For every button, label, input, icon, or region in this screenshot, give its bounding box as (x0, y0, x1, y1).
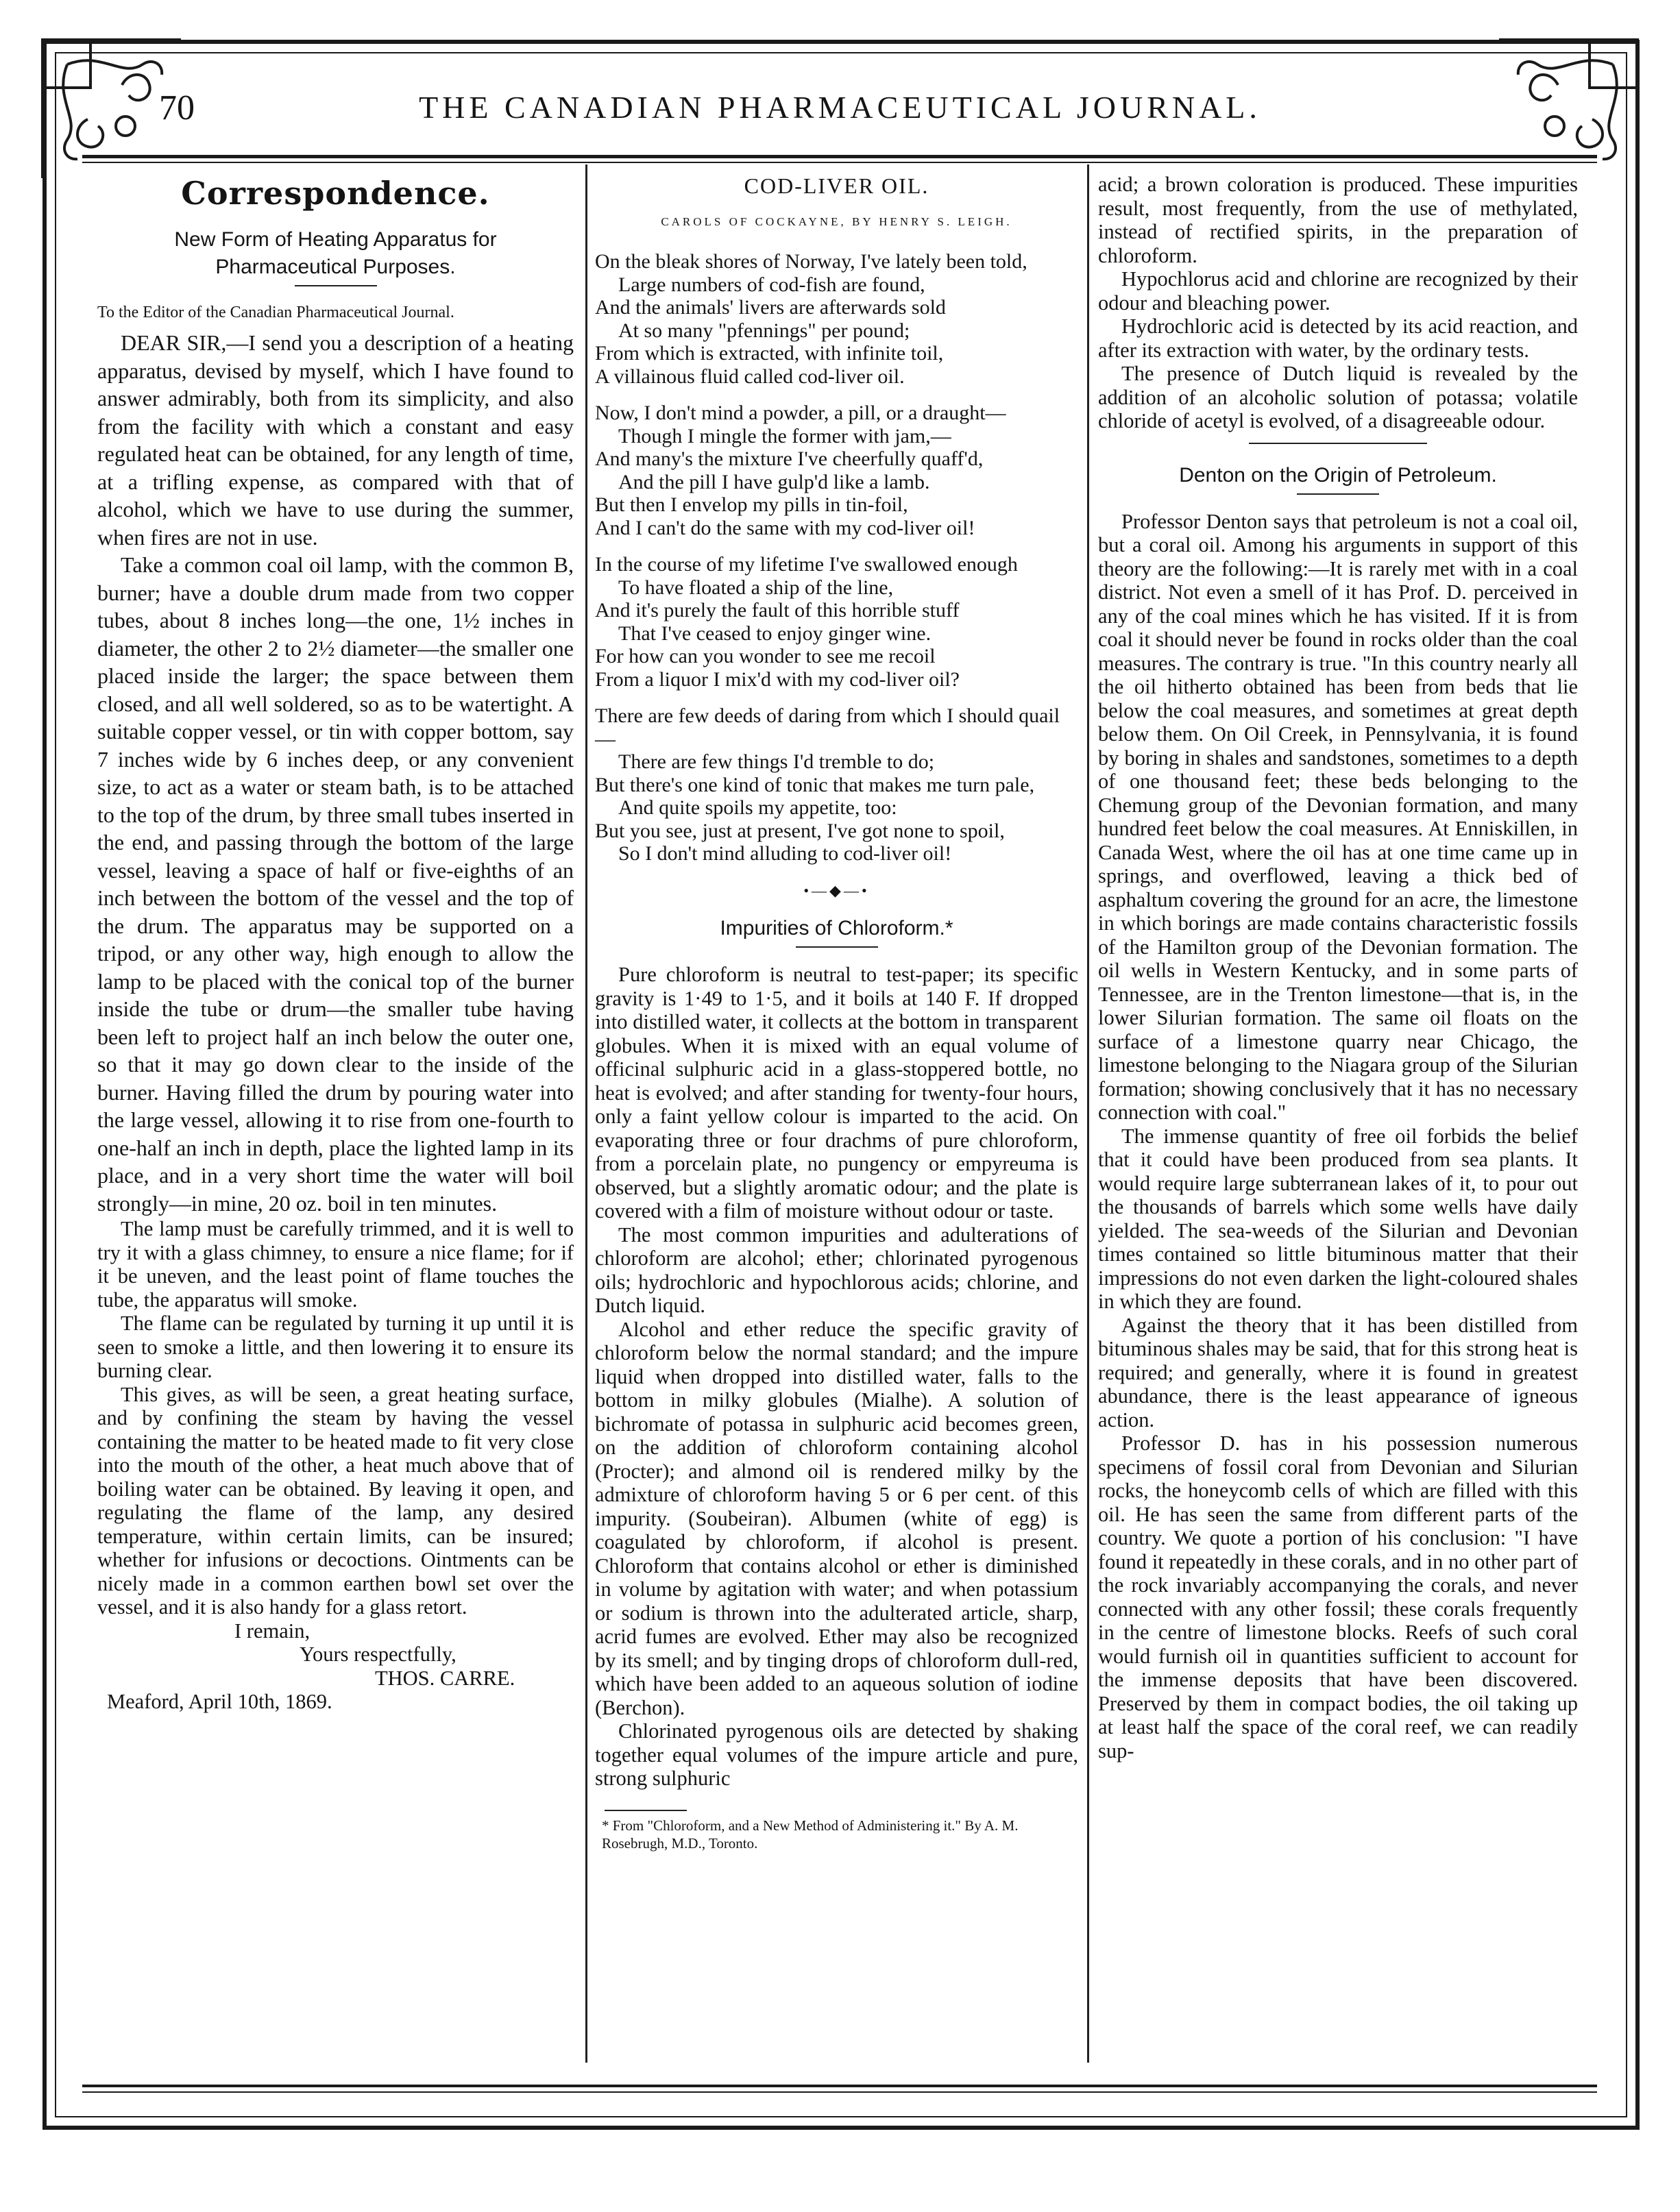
paragraph: Against the theory that it has been distilled from bituminous shales may be said, that for this strong heat is required; and generally, where it is found in greatest abundance, there is the least appearance of igneous action. (1098, 1313, 1578, 1431)
section-ornament: •—◆—• (803, 881, 870, 899)
poem-line: Large numbers of cod-fish are found, (618, 273, 925, 296)
poem-line: From which is extracted, with infinite toil, (595, 342, 944, 365)
header-rule (82, 155, 1597, 158)
poem-line: But you see, just at present, I've got none to spoil, (595, 819, 1005, 842)
poem-line: In the course of my lifetime I've swallowed enough (595, 553, 1018, 576)
poem-stanza (595, 402, 1078, 539)
poem-line: From a liquor I mix'd with my cod-liver oil? (595, 667, 960, 691)
paragraph: Pure chloroform is neutral to test-paper; its specific gravity is 1·49 to 1·5, and it boils at 140 F. If dropped into distilled water, it collects at the bottom in transparent globules. When it is mixed with an equal volume of officinal sulphuric acid in a glass-stoppered bottle, no heat is evolved; and after standing for twenty-four hours, only a faint yellow colour is imparted to the acid. On evaporating three or four drachms of pure chloroform, from a porcelain plate, no pungency or empyreuma is observed, but a slightly aromatic odour; and the plate is covered with a film of moisture without odour or taste. (595, 963, 1078, 1222)
paragraph: The lamp must be carefully trimmed, and it is well to try it with a glass chimney, to ensure a nice flame; for if it be uneven, and the least point of flame touches the tube, the apparatus will smoke. (97, 1217, 574, 1312)
section-separator (1249, 443, 1427, 444)
page-number: 70 (159, 88, 195, 127)
column-3 (1098, 173, 1578, 1762)
poem-stanza (595, 553, 1078, 691)
poem-line: To have floated a ship of the line, (618, 576, 894, 599)
poem-line: At so many "pfennings" per pound; (618, 319, 910, 342)
paragraph: Hydrochloric acid is detected by its acid reaction, and after its extraction with water, by the ordinary tests. (1098, 315, 1578, 362)
poem-line: But there's one kind of tonic that makes me turn pale, (595, 773, 1035, 796)
poem-line: For how can you wonder to see me recoil (595, 645, 936, 667)
poem-line: And I can't do the same with my cod-liver oil! (595, 516, 975, 539)
poem-line: And quite spoils my appetite, too: (618, 796, 897, 819)
footnote-rule (605, 1810, 687, 1811)
column-2 (595, 173, 1078, 1852)
title-rule (1297, 493, 1379, 495)
poem-byline: CAROLS OF COCKAYNE, BY HENRY S. LEIGH. (661, 214, 1012, 228)
title-rule (295, 285, 377, 286)
article-title-petroleum: Denton on the Origin of Petroleum. (1179, 463, 1497, 487)
column-rule-2 (1087, 164, 1089, 2063)
header-rule-thin (82, 162, 1597, 163)
column-1 (97, 173, 574, 1714)
paragraph: Chlorinated pyrogenous oils are detected by shaking together equal volumes of the impure article and pure, strong sulphuric (595, 1719, 1078, 1790)
footer-rule-thin (82, 2091, 1597, 2093)
paragraph: acid; a brown coloration is produced. These impurities result, most frequently, from the use of methylated, instead of rectified spirits, in the preparation of chloroform. (1098, 173, 1578, 267)
article-title-chloroform: Impurities of Chloroform.* (720, 917, 953, 939)
poem-line: And it's purely the fault of this horrible stuff (595, 599, 960, 622)
poem-line: And the pill I have gulp'd like a lamb. (618, 470, 930, 493)
signature-yours: Yours respectfully, (300, 1643, 456, 1666)
poem-title: COD-LIVER OIL. (744, 173, 929, 198)
article-title-heating-apparatus: New Form of Heating Apparatus for Pharmaceutical Purposes. (174, 228, 497, 278)
poem-stanza (595, 704, 1078, 865)
page-header (0, 82, 1680, 144)
signature-remain: I remain, (234, 1619, 311, 1643)
poem-line: And many's the mixture I've cheerfully quaff'd, (595, 447, 984, 470)
paragraph: The presence of Dutch liquid is revealed by the addition of an alcoholic solution of potassa; volatile chloride of acetyl is evolved, of a disagreeable odour. (1098, 362, 1578, 432)
poem-stanza (595, 250, 1078, 388)
poem-line: There are few things I'd tremble to do; (618, 750, 935, 773)
paragraph: Hypochlorus acid and chlorine are recognized by their odour and bleaching power. (1098, 267, 1578, 315)
signature-place-date: Meaford, April 10th, 1869. (107, 1690, 332, 1713)
column-rule-1 (585, 164, 587, 2063)
poem-line: There are few deeds of daring from which I should quail— (595, 704, 1060, 750)
paragraph: Professor Denton says that petroleum is not a coal oil, but a coral oil. Among his arguments in support of this theory are the following:—It is rarely met with in a coal district. Not even a smell of it has Prof. D. perceived in any of the coal mines which he has visited. If it is from coal it should never be found in rocks older than the coal measures. The contrary is true. "In this country nearly all the oil hitherto obtained has been from beds that lie below the coal measures, and sometimes at great depth below them. On Oil Creek, in Pennsylvania, it is found by boring in shales and sandstones, sometimes to a depth of one thousand feet; these beds belonging to the Chemung group of the Devonian formation, and many hundred feet below the coal measures. At Enniskillen, in Canada West, where the oil has at one time came up in springs, and overflowed, leaving a thick bed of asphaltum covering the ground for an acre, the limestone in which borings are made contains characteristic fossils of the Hamilton group of the Devonian formation. The oil wells in Western Kentucky, and in some parts of Tennessee, are in the Trenton limestone—that is, in the lower Silurian formation. The same oil floats on the surface of a limestone quarry near Chicago, the limestone belonging to the Niagara group of the Silurian formation; showing conclusively that it has no necessary connection with coal." (1098, 509, 1578, 1124)
footer-rule (82, 2085, 1597, 2087)
poem-line: But then I envelop my pills in tin-foil, (595, 493, 908, 516)
poem-line: Now, I don't mind a powder, a pill, or a draught— (595, 402, 1006, 424)
paragraph: The most common impurities and adulterations of chloroform are alcohol; ether; chlorinated pyrogenous oils; hydrochloric and hypochlorous acids; chlorine, and Dutch liquid. (595, 1222, 1078, 1317)
paragraph: Professor D. has in his possession numerous specimens of fossil coral from Devonian and Silurian rocks, the honeycomb cells of which are filled with this oil. He has seen the same from different parts of the country. We quote a portion of his conclusion: "I have found it repeatedly in these corals, and in no other part of the rock invariably accompanying the corals, and never connected with any other fossil; these corals frequently in the centre of limestone blocks. Reefs of such coral would furnish oil in quantities sufficient to account for the immense deposits that have been discovered. Preserved by them in compact bodies, the oil taking up at least half the space of the coral reef, we can readily sup- (1098, 1431, 1578, 1762)
journal-title: THE CANADIAN PHARMACEUTICAL JOURNAL. (419, 90, 1261, 125)
poem-line: And the animals' livers are afterwards sold (595, 296, 946, 319)
signature-name: THOS. CARRE. (375, 1666, 515, 1690)
paragraph: Alcohol and ether reduce the specific gravity of chloroform below the normal standard; and the impure liquid when dropped into distilled water, falls to the bottom in milky globules (Mialhe). A solution of bichromate of potassa in sulphuric acid becomes green, on the addition of chloroform containing alcohol (Procter); and almond oil is rendered milky by the admixture of chloroform having 5 or 6 per cent. of this impurity. (Soubeiran). Albumen (white of egg) is coagulated by chloroform, if alcohol is present. Chloroform that contains alcohol or ether is diminished in volume by agitation with water; and when potassium or sodium is thrown into the adulterated article, sharp, acrid fumes are evolved. Ether may also be recognized by its smell; and by tinging drops of chloroform dull-red, which have been added to an aqueous solution of iodine (Berchon). (595, 1317, 1078, 1719)
paragraph: This gives, as will be seen, a great heating surface, and by confining the steam by having the vessel containing the matter to be heated made to fit very close into the mouth of the other, a heat much above that of boiling water can be obtained. By leaving it open, and regulating the flame of the lamp, any desired temperature, within certain limits, can be insured; whether for infusions or decoctions. Ointments can be nicely made in a common earthen bowl set over the vessel, and it is also handy for a glass retort. (97, 1382, 574, 1619)
poem-line: That I've ceased to enjoy ginger wine. (618, 622, 932, 645)
paragraph: The immense quantity of free oil forbids the belief that it could have been produced from sea plants. It would require large subterranean lakes of it, to pour out the thousands of barrels which some wells have daily yielded. The sea-weeds of the Silurian and Devonian times contained so little bituminous matter that their impressions do not even darken the light-coloured shales in which they are found. (1098, 1124, 1578, 1313)
paragraph: Take a common coal oil lamp, with the common B, burner; have a double drum made from two copper tubes, about 8 inches long—the one, 1½ inches in diameter, the other 2 to 2½ diameter—the smaller one placed inside the larger; the space between them closed, and all well soldered, so as to be watertight. A suitable copper vessel, or tin with copper bottom, say 7 inches wide by 6 inches deep, or any convenient size, to act as a water or steam bath, is to be attached to the top of the drum, by three small tubes inserted in the end, and passing through the bottom of the large vessel, leaving a space of half or five-eighths of an inch between the bottom of the vessel and the top of the drum. The apparatus may be supported on a tripod, or any other way, high enough to allow the lamp to be placed with the conical top of the burner inside the tube or drum—the smaller tube having been left to project half an inch below the outer one, so that it may go down clear to the inside of the burner. Having filled the drum by pouring water into the large vessel, allowing it to rise from one-fourth to one-half an inch in depth, place the lighted lamp in its place, and in a very short time the water will boil strongly—in mine, 20 oz. boil in ten minutes. (97, 552, 574, 1216)
footnote: * From "Chloroform, and a New Method of Administering it." By A. M. Rosebrugh, M.D., Toronto. (602, 1817, 1019, 1852)
poem-line: A villainous fluid called cod-liver oil. (595, 365, 905, 388)
title-rule (796, 946, 878, 948)
poem-line: On the bleak shores of Norway, I've lately been told, (595, 250, 1027, 273)
poem-line: Though I mingle the former with jam,— (618, 424, 951, 447)
paragraph: The flame can be regulated by turning it up until it is seen to smoke a little, and then lowering it to ensure its burning clear. (97, 1312, 574, 1382)
poem-line: So I don't mind alluding to cod-liver oil! (618, 842, 952, 865)
paragraph: DEAR SIR,—I send you a description of a heating apparatus, devised by myself, which I have found to answer admirably, both from its simplicity, and also from the facility with which a constant and easy regulated heat can be obtained, for any length of time, at a trifling expense, as compared with that of alcohol, which we have to use during the summer, when fires are not in use. (97, 330, 574, 550)
section-heading-correspondence: Correspondence. (181, 175, 490, 212)
letter-addressee: To the Editor of the Canadian Pharmaceutical Journal. (97, 304, 454, 321)
